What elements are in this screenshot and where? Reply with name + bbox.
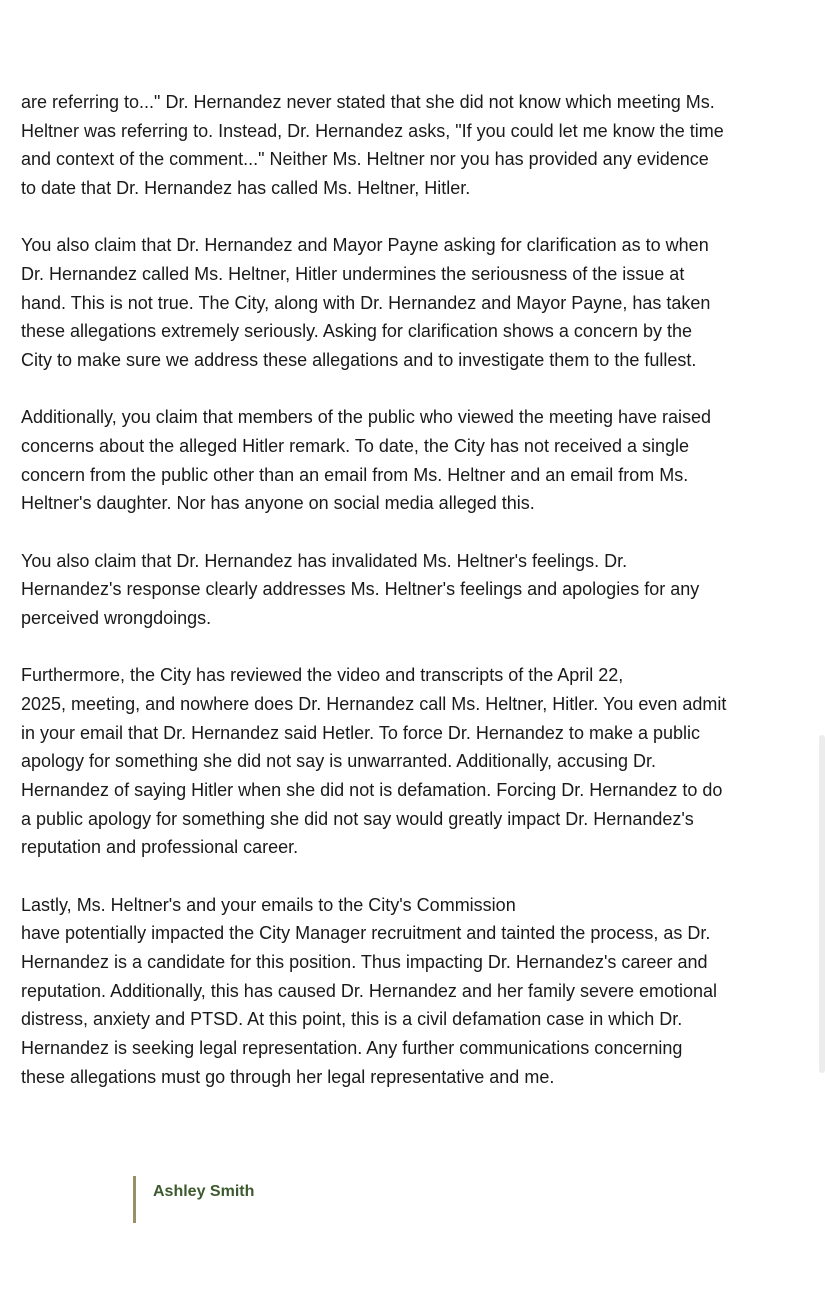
text-line: perceived wrongdoings. [21, 608, 212, 629]
text-line: and context of the comment..." Neither Ms. Heltner nor you has provided any evidence [21, 149, 709, 170]
paragraph-clarification [21, 231, 791, 375]
paragraph-feelings [21, 547, 791, 633]
text-line: hand. This is not true. The City, along with Dr. Hernandez and Mayor Payne, has taken [21, 292, 711, 313]
signature-block [133, 1176, 254, 1223]
letter-body [21, 88, 791, 1120]
paragraph-meeting-reference [21, 88, 791, 203]
text-line: Lastly, Ms. Heltner's and your emails to the City's Commission [21, 894, 516, 915]
text-line: Dr. Hernandez called Ms. Heltner, Hitler undermines the seriousness of the issue at [21, 264, 685, 285]
text-line: reputation. Additionally, this has caused Dr. Hernandez and her family severe emotional [21, 980, 718, 1001]
text-line: concern from the public other than an email from Ms. Heltner and an email from Ms. [21, 464, 689, 485]
text-line: a public apology for something she did not say would greatly impact Dr. Hernandez's [21, 808, 694, 829]
text-line: these allegations extremely seriously. Asking for clarification shows a concern by the [21, 321, 692, 342]
text-line: concerns about the alleged Hitler remark. To date, the City has not received a single [21, 436, 690, 457]
text-line: Hernandez of saying Hitler when she did not is defamation. Forcing Dr. Hernandez to do [21, 780, 723, 801]
text-line: apology for something she did not say is unwarranted. Additionally, accusing Dr. [21, 751, 657, 772]
text-line: Hernandez is a candidate for this position. Thus impacting Dr. Hernandez's career and [21, 952, 708, 973]
text-line: 2025, meeting, and nowhere does Dr. Hernandez call Ms. Heltner, Hitler. You even admit [21, 693, 727, 714]
text-line: Furthermore, the City has reviewed the video and transcripts of the April 22, [21, 665, 624, 686]
text-line: in your email that Dr. Hernandez said Hetler. To force Dr. Hernandez to make a public [21, 722, 701, 743]
paragraph-video-review [21, 661, 791, 862]
text-line: You also claim that Dr. Hernandez and Mayor Payne asking for clarification as to when [21, 235, 709, 256]
vertical-scrollbar[interactable] [819, 735, 825, 1073]
text-line: to date that Dr. Hernandez has called Ms. Heltner, Hitler. [21, 178, 471, 199]
signature-name: Ashley Smith [153, 1183, 255, 1200]
text-line: Hernandez is seeking legal representation. Any further communications concerning [21, 1038, 683, 1059]
text-line: City to make sure we address these allegations and to investigate them to the fullest. [21, 350, 697, 371]
text-line: have potentially impacted the City Manager recruitment and tainted the process, as Dr. [21, 923, 711, 944]
text-line: distress, anxiety and PTSD. At this point, this is a civil defamation case in which Dr. [21, 1009, 683, 1030]
text-line: Hernandez's response clearly addresses Ms. Heltner's feelings and apologies for any [21, 579, 700, 600]
text-line: these allegations must go through her legal representative and me. [21, 1066, 555, 1087]
text-line: You also claim that Dr. Hernandez has invalidated Ms. Heltner's feelings. Dr. [21, 550, 628, 571]
text-line: Heltner's daughter. Nor has anyone on social media alleged this. [21, 493, 535, 514]
text-line: are referring to..." Dr. Hernandez never stated that she did not know which meeting Ms. [21, 92, 715, 112]
text-line: Additionally, you claim that members of the public who viewed the meeting have raised [21, 407, 712, 428]
text-line: reputation and professional career. [21, 837, 299, 858]
text-line: Heltner was referring to. Instead, Dr. Hernandez asks, "If you could let me know the time [21, 120, 724, 141]
paragraph-conclusion [21, 891, 791, 1092]
paragraph-public-concerns [21, 403, 791, 518]
